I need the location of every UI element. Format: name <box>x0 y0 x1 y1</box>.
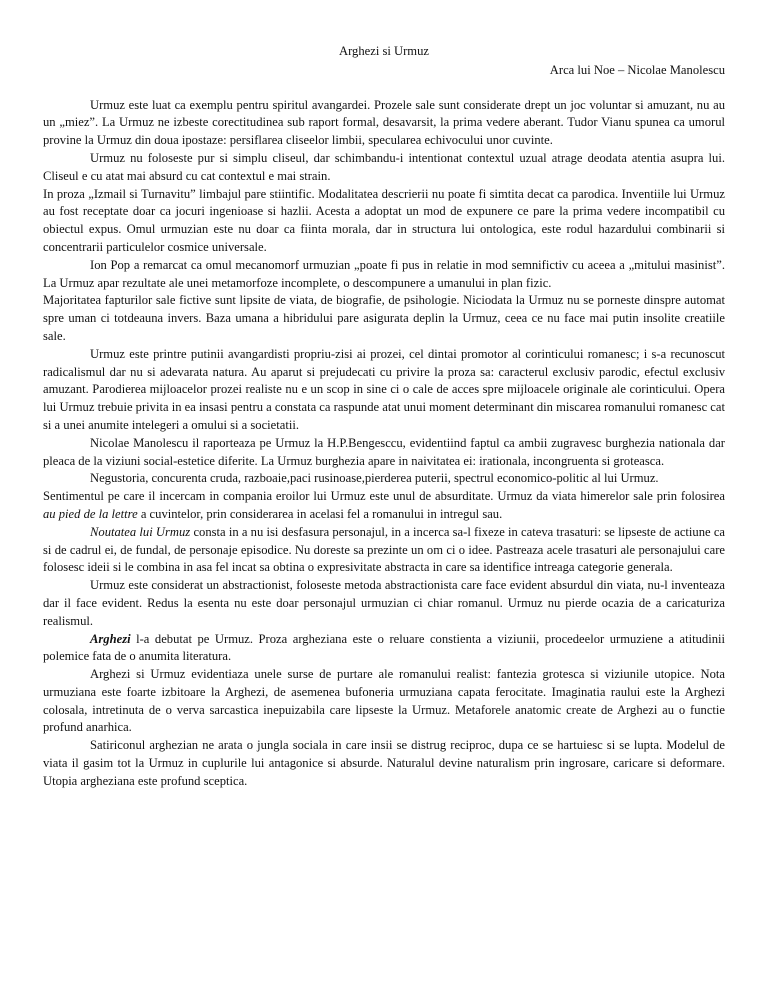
paragraph <box>43 577 725 630</box>
paragraph <box>43 524 725 577</box>
paragraph-text: Ion Pop a remarcat ca omul mecanomorf urmuzian „poate fi pus in relatie in mod semnifictiv cu aceea a „mitului masinist”. La Urmuz apar rezultate ale unei metamorfoze incomplete, o descompunere a umanului in plan fizic. <box>43 257 725 290</box>
paragraph-text: Urmuz nu foloseste pur si simplu cliseul, dar schimbandu-i intentionat contextul uzual atrage deodata atentia asupra lui. Cliseul e cu atat mai absurd cu cat contextul e mai strain. <box>43 150 725 183</box>
paragraph-text: l-a debutat pe Urmuz. Proza argheziana este o reluare constienta a viziunii, procedeelor urmuziene a atitudinii polemice fata de o anumita literatura. <box>43 631 725 664</box>
paragraph-text: a cuvintelor, prin considerarea in acelasi fel a romanului in intregul sau. <box>137 506 503 521</box>
emphasized-text: au pied de la lettre <box>43 506 138 521</box>
paragraph <box>43 435 725 471</box>
paragraph <box>43 292 725 345</box>
document-source: Arca lui Noe – Nicolae Manolescu <box>549 62 725 77</box>
paragraph <box>43 737 725 790</box>
paragraph <box>43 666 725 737</box>
paragraph-text: Urmuz este printre putinii avangardisti propriu-zisi ai prozei, cel dintai promotor al corinticului romanesc; i s-a recunoscut radicalismul dar nu si adevarata natura. Au aparut si prejudecati cu privire la proza sa: caracterul exclusiv parodic, efectul exclusiv amuzant. Parodierea mijloacelor prozei realiste nu e un scop in sine ci o cale de acces spre mijloacele originale ale corinticului. Opera lui Urmuz trebuie privita in ea insasi pentru a constata ca raspunde atat unui moment determinant din miscarea romanului romanesc cat si a unei anumite intelegeri a omului si a societatii. <box>43 346 725 432</box>
paragraph-text: Urmuz este considerat un abstractionist, foloseste metoda abstractionista care face evident absurdul din viata, nu-l inventeaza dar il face evident. Redus la esenta nu este doar personajul urmuzian ci chiar romanul. Urmuz nu pierde ocazia de a caricaturiza realismul. <box>43 578 725 628</box>
paragraph-text: Satiriconul arghezian ne arata o jungla sociala in care insii se distrug reciproc, dupa ce se hartuiesc si se lupta. Modelul de viata il gasim tot la Urmuz in cuplurile lui antagonice si absurde. Naturalul devine naturalism prin ingrosare, caricare si deformare. Utopia argheziana este profund sceptica. <box>43 738 725 788</box>
paragraph-text: In proza „Izmail si Turnavitu” limbajul pare stiintific. Modalitatea descrierii nu poate fi simtita decat ca parodica. Inventiile lui Urmuz au fost receptate doar ca jocuri ingenioase si hazlii. Acesta a adoptat un mod de expunere ce pare la prima vedere incompatibil cu obiectul expus. Omul urmuzian este nu doar ca fiinta morala, dar in structura lui ontologica, este rodul hazardului combinarii si concentrarii particulelor cosmice universale. <box>43 186 725 254</box>
document-title: Arghezi si Urmuz <box>338 44 429 58</box>
paragraph-text: consta in a nu isi desfasura personajul, in a incerca sa-l fixeze in cateva trasaturi: se lipseste de actiune ca si de cadrul ei, de fundal, de personaje episodice. Nu doreste sa prezinte un om ci o idee. Pastreaza acele trasaturi ale personajului care folosesc ideii si le combina in asa fel incat sa obtina o expresivitate abstracta in care sa identifice intreaga categorie generala. <box>43 524 725 575</box>
paragraph <box>43 97 725 150</box>
paragraph-text: Urmuz este luat ca exemplu pentru spiritul avangardei. Prozele sale sunt considerate drept un joc voluntar si amuzant, nu au un „miez”. La Urmuz ne izbeste corectitudinea sub raport formal, desavarsit, la prima vedere aberant. Tudor Vianu spunea ca umorul provine la Urmuz din doua ipostaze: persiflarea cliseelor limbii, specularea echivocului unor cuvinte. <box>43 97 725 148</box>
paragraph-text: Sentimentul pe care il incercam in compania eroilor lui Urmuz este unul de absurditate. Urmuz da viata himerelor sale prin folosirea <box>43 489 725 504</box>
emphasized-text: Noutatea lui Urmuz <box>90 524 191 539</box>
paragraph-text: Negustoria, concurenta cruda, razboaie,paci rusinoase,pierderea puterii, spectrul economico-politic al lui Urmuz. <box>90 471 659 486</box>
paragraph <box>43 488 725 524</box>
document-body <box>43 97 725 791</box>
paragraph-text: Nicolae Manolescu il raporteaza pe Urmuz la H.P.Bengesccu, evidentiind faptul ca ambii zugravesc burghezia nationala dar pleaca de la viziuni social-estetice diferite. La Urmuz burghezia apare in naivitatea ei: irationala, incongruenta si groteasca. <box>43 435 725 468</box>
paragraph <box>43 346 725 435</box>
paragraph <box>43 257 725 293</box>
paragraph <box>43 631 725 667</box>
paragraph <box>43 470 725 488</box>
paragraph-text: Majoritatea fapturilor sale fictive sunt lipsite de viata, de biografie, de psihologie. Niciodata la Urmuz nu se porneste dinspre automat spre uman ci totdeauna invers. Baza umana a hibridului pare asigurata deplin la Urmuz, ceea ce nu face mai putin insolite creatiile sale. <box>43 293 725 343</box>
paragraph-text: Arghezi si Urmuz evidentiaza unele surse de purtare ale romanului realist: fantezia grotesca si viziunile utopice. Nota urmuziana este foarte izbitoare la Arghezi, de asemenea bufoneria urmuziana capata ferocitate. Imaginatia raului este la Arghezi colosala, intretinuta de o verva sarcastica inepuizabila care lipseste la Urmuz. Metaforele anatomic create de Arghezi au o functie profund anarhica. <box>43 667 725 735</box>
emphasized-text: Arghezi <box>90 631 131 646</box>
paragraph <box>43 186 725 257</box>
paragraph <box>43 150 725 186</box>
